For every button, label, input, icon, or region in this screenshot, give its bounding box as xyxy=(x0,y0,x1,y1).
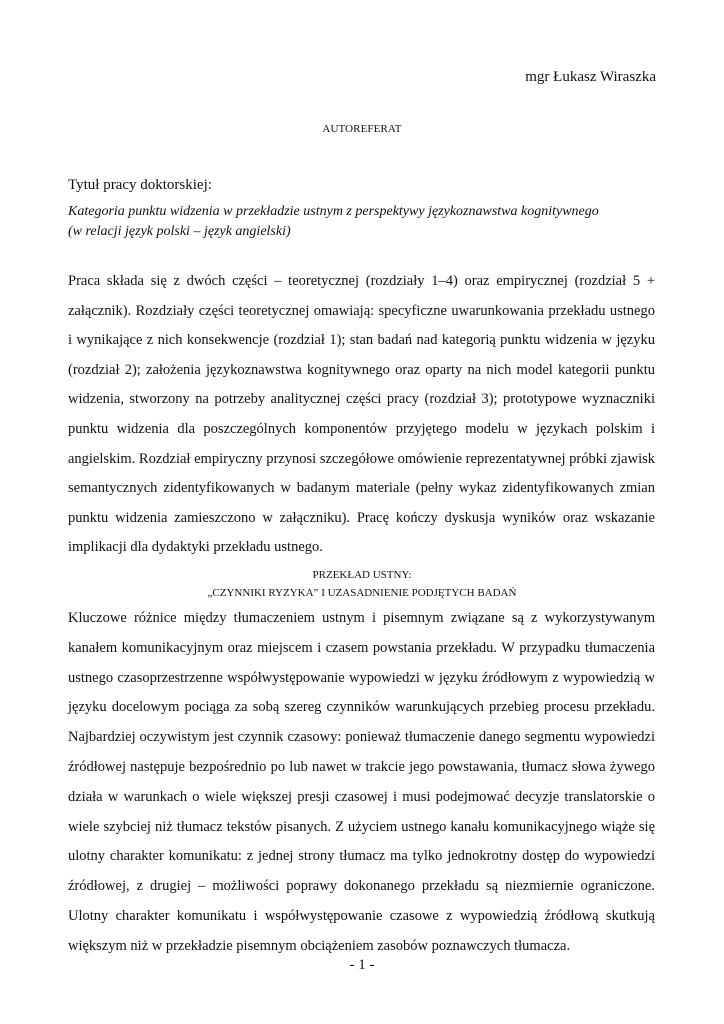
document-title: AUTOREFERAT xyxy=(322,123,402,135)
author-name: mgr Łukasz Wiraszka xyxy=(525,69,656,85)
thesis-title-label: Tytuł pracy doktorskiej: xyxy=(68,177,212,193)
thesis-title-line-2: (w relacji język polski – język angielski) xyxy=(68,224,291,239)
section-heading-line-1: PRZEKŁAD USTNY: xyxy=(312,569,412,581)
page-number: - 1 - xyxy=(349,957,375,973)
section-paragraph: Kluczowe różnice między tłumaczeniem ustnym i pisemnym związane są z wykorzystywanym kanałem komunikacyjnym oraz miejscem i czasem powstania przekładu. W przypadku tłumaczenia ustnego czasoprzestrzenne współwystępowanie wypowiedzi w języku źródłowym z wypowiedzią w języku docelowym pociąga za sobą szereg czynników warunkujących przebieg procesu przekładu. Najbardziej oczywistym jest czynnik czasowy: ponieważ tłumaczenie danego segmentu wypowiedzi źródłowej następuje bezpośrednio po lub nawet w trakcie jego powstawania, tłumacz słowa żywego działa w warunkach o wiele większej presji czasowej i musi podejmować decyzje translatorskie o wiele szybciej niż tłumacz tekstów pisanych. Z użyciem ustnego kanału komunikacyjnego wiąże się ulotny charakter komunikatu: z jednej strony tłumacz ma tylko jednokrotny dostęp do wypowiedzi źródłowej, z drugiej – możliwości poprawy dokonanego przekładu są niezmiernie ograniczone. Ulotny charakter komunikatu i współwystępowanie czasowe z wypowiedzią źródłową skutkują większym niż w przekładzie pisemnym obciążeniem zasobów poznawczych tłumacza. xyxy=(68,610,655,954)
section-heading-line-2: „CZYNNIKI RYZYKA” I UZASADNIENIE PODJĘTYCH BADAŃ xyxy=(207,587,517,599)
thesis-title xyxy=(68,202,658,242)
summary-paragraph: Praca składa się z dwóch części – teoretycznej (rozdziały 1–4) oraz empirycznej (rozdział 5 + załącznik). Rozdziały części teoretycznej omawiają: specyficzne uwarunkowania przekładu ustnego i wynikające z nich konsekwencje (rozdział 1); stan badań nad kategorią punktu widzenia w języku (rozdział 2); założenia językoznawstwa kognitywnego oraz oparty na nich model kategorii punktu widzenia, stworzony na potrzeby analitycznej części pracy (rozdział 3); prototypowe wyznaczniki punktu widzenia dla poszczególnych komponentów przyjętego modelu w językach polskim i angielskim. Rozdział empiryczny przynosi szczegółowe omówienie reprezentatywnej próbki zjawisk semantycznych zidentyfikowanych w badanym materiale (pełny wykaz zidentyfikowanych zmian punktu widzenia zamieszczono w załączniku). Pracę kończy dyskusja wyników oraz wskazanie implikacji dla dydaktyki przekładu ustnego. xyxy=(68,273,655,556)
thesis-title-line-1: Kategoria punktu widzenia w przekładzie ustnym z perspektywy językoznawstwa kognitywnego xyxy=(68,204,599,219)
